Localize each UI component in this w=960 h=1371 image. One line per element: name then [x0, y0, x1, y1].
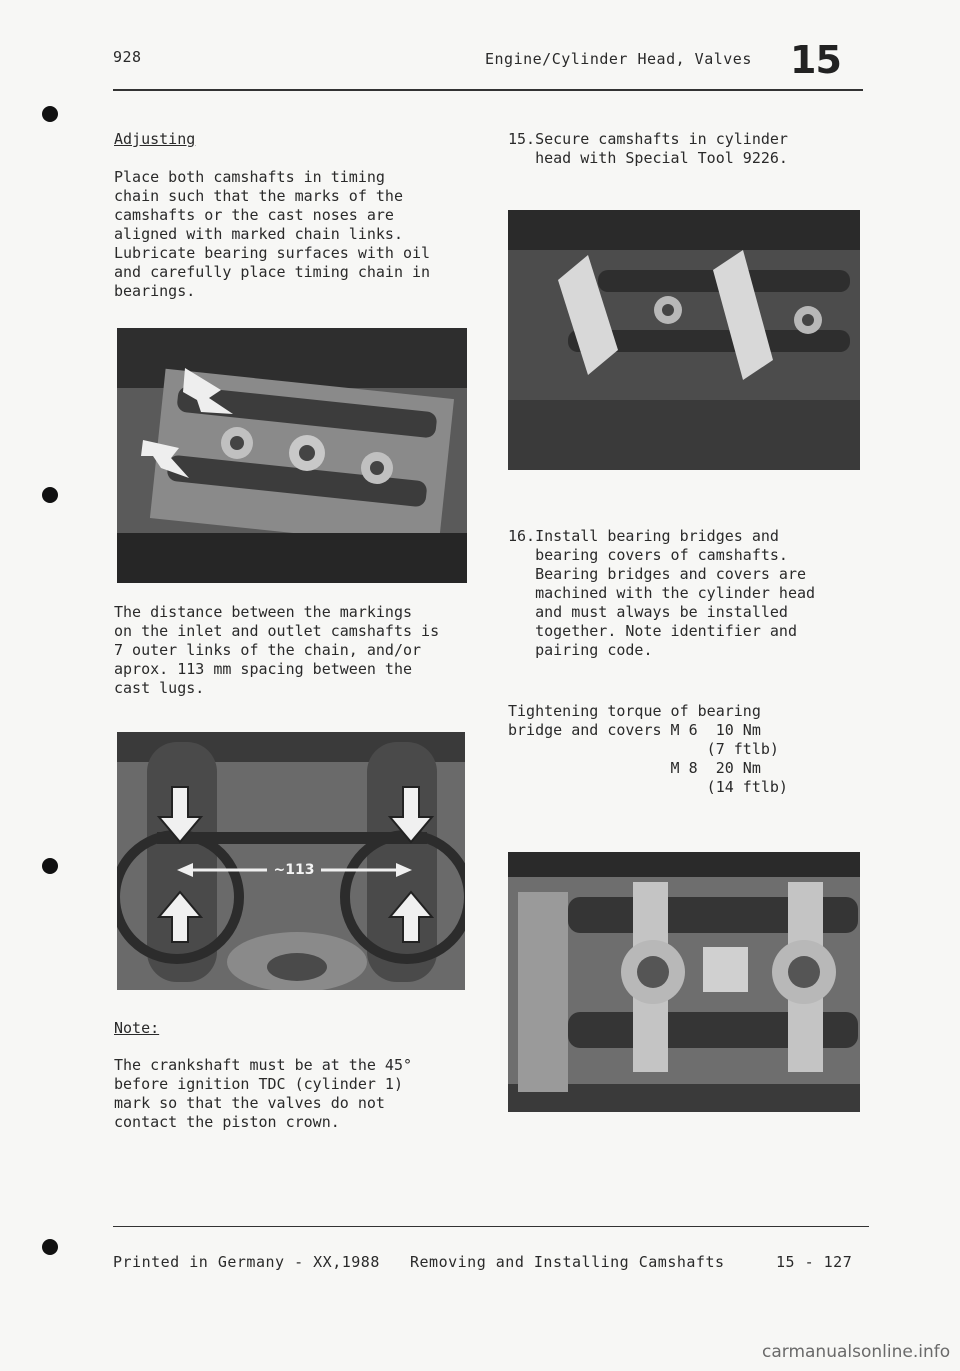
text-line: and carefully place timing chain in — [114, 263, 431, 281]
text-line: chain such that the marks of the — [114, 187, 403, 205]
text-line: Bearing bridges and covers are — [508, 565, 807, 583]
punch-hole — [42, 858, 58, 874]
intro-paragraph — [114, 168, 430, 301]
text-line: aprox. 113 mm spacing between the — [114, 660, 413, 678]
footer-title: Removing and Installing Camshafts — [410, 1253, 725, 1271]
text-line: mark so that the valves do not — [114, 1094, 385, 1112]
text-line: bearings. — [114, 282, 196, 300]
photo-marking-distance — [117, 732, 465, 990]
text-line: before ignition TDC (cylinder 1) — [114, 1075, 403, 1093]
text-line: aligned with marked chain links. — [114, 225, 403, 243]
figure-dimension-label: ~113 — [273, 862, 315, 878]
text-line: contact the piston crown. — [114, 1113, 340, 1131]
text-line: Lubricate bearing surfaces with oil — [114, 244, 431, 262]
text-line: Tightening torque of bearing — [508, 702, 761, 720]
text-line: The distance between the markings — [114, 603, 413, 621]
punch-hole — [42, 106, 58, 122]
punch-hole — [42, 487, 58, 503]
text-line: The crankshaft must be at the 45° — [114, 1056, 413, 1074]
header-section-number: 15 — [790, 38, 841, 82]
text-line: 16.Install bearing bridges and — [508, 527, 779, 545]
text-line: on the inlet and outlet camshafts is — [114, 622, 440, 640]
text-line: bearing covers of camshafts. — [508, 546, 788, 564]
footer-page-number: 15 - 127 — [776, 1253, 853, 1271]
header-section-title: Engine/Cylinder Head, Valves — [485, 50, 752, 68]
footer-printed: Printed in Germany - XX,1988 — [113, 1253, 380, 1271]
step-16 — [508, 527, 815, 660]
distance-paragraph — [114, 603, 439, 698]
text-line: and must always be installed — [508, 603, 788, 621]
watermark: carmanualsonline.info — [762, 1342, 951, 1362]
photo-bearing-bridges — [508, 852, 860, 1112]
text-line: pairing code. — [508, 641, 653, 659]
text-line: head with Special Tool 9226. — [508, 149, 788, 167]
header-rule — [113, 89, 863, 91]
text-line: bridge and covers M 6 10 Nm — [508, 721, 761, 739]
torque-spec — [508, 702, 788, 797]
text-line: camshafts or the cast noses are — [114, 206, 394, 224]
note-paragraph — [114, 1056, 412, 1132]
text-line: cast lugs. — [114, 679, 205, 697]
punch-hole — [42, 1239, 58, 1255]
text-line: M 8 20 Nm — [508, 759, 761, 777]
text-line: 15.Secure camshafts in cylinder — [508, 130, 788, 148]
photo-special-tool — [508, 210, 860, 470]
text-line: machined with the cylinder head — [508, 584, 816, 602]
photo-chain-placement — [117, 328, 467, 583]
text-line: (7 ftlb) — [508, 740, 779, 758]
text-line: (14 ftlb) — [508, 778, 788, 796]
footer-rule — [113, 1226, 869, 1227]
text-line: Place both camshafts in timing — [114, 168, 385, 186]
header-model: 928 — [113, 48, 142, 66]
adjusting-heading: Adjusting — [114, 130, 196, 148]
step-15 — [508, 130, 788, 168]
note-heading: Note: — [114, 1019, 160, 1037]
text-line: 7 outer links of the chain, and/or — [114, 641, 422, 659]
text-line: together. Note identifier and — [508, 622, 797, 640]
